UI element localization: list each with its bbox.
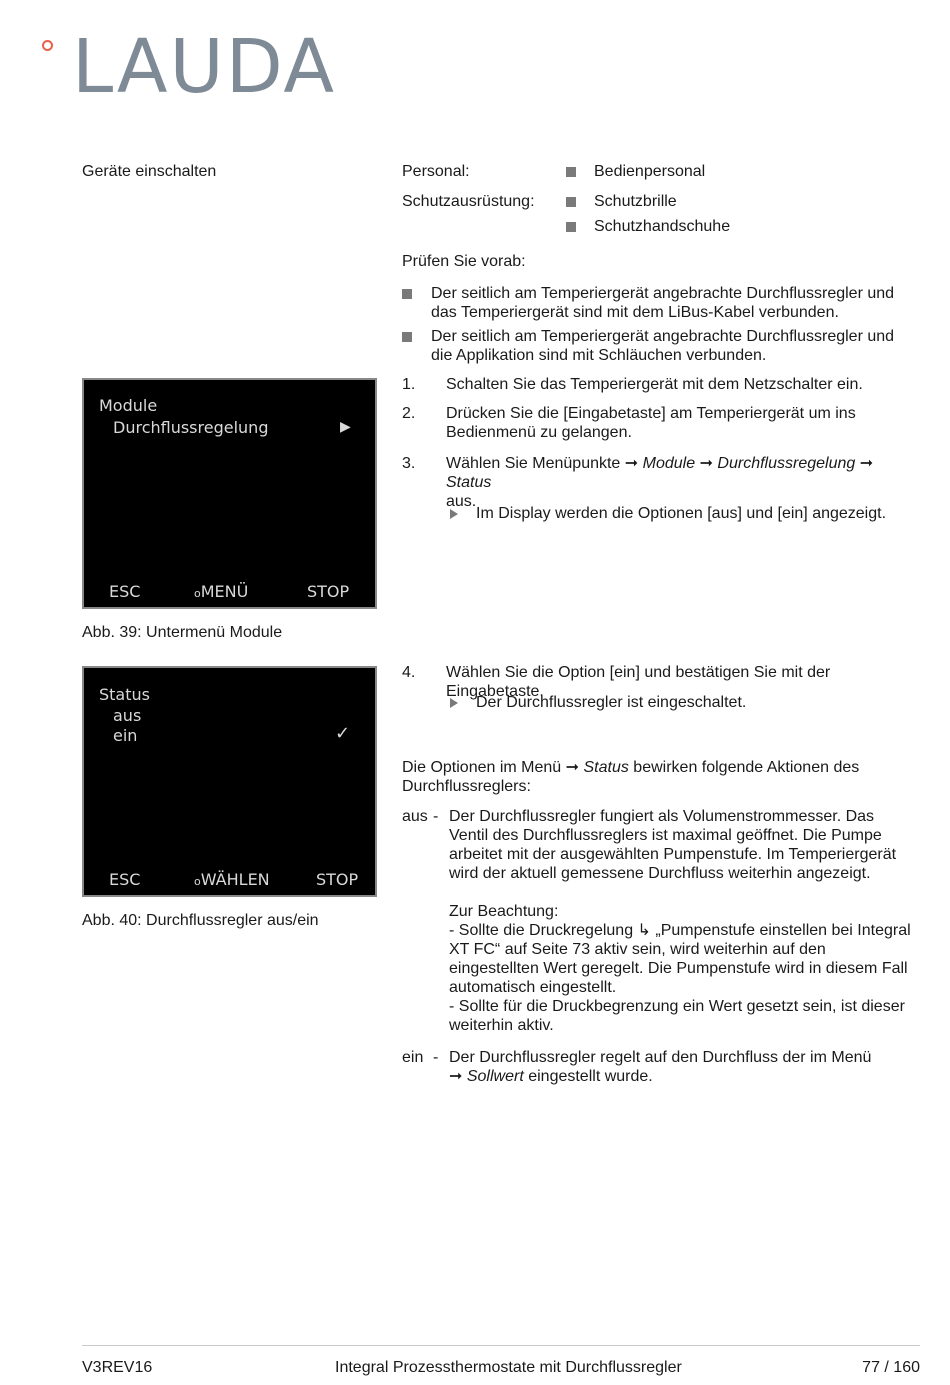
option-ein-text: Der Durchflussregler regelt auf den Durchfluss der im Menü ➞ Sollwert eingestellt wurde. [449,1049,872,1085]
softkey-stop: STOP [316,870,359,889]
option-key-aus: aus [402,808,428,825]
logo-dot-icon [42,40,53,51]
option-aus-text: Der Durchflussregler fungiert als Volumenstrommesser. Das Ventil des Durchflussreglers ist maximal geöffnet. Die Pumpe arbeitet mit der ausgewählten Pumpenstufe. Im Temperiergerät wird der aktuell gemessene Durchfluss weiterhin angezeigt. [449,808,897,882]
softkey-esc: ESC [109,582,141,601]
footer-revision: V3REV16 [82,1359,153,1376]
softkey-esc: ESC [109,870,141,889]
option-key-ein: ein [402,1049,424,1066]
personal-label: Personal: [402,163,470,180]
step-number: 4. [402,664,416,681]
section-title: Geräte einschalten [82,163,217,180]
result-triangle-icon [450,698,458,708]
lauda-logo [38,24,348,110]
ppe-item: Schutzbrille [566,192,677,211]
ppe-item: Schutzhandschuhe [566,217,730,236]
precheck-item: Der seitlich am Temperiergerät angebrachte Durchflussregler und die Applikation sind mit Schläuchen verbunden. [402,327,912,365]
ppe-label: Schutzausrüstung: [402,193,535,210]
softkey-select: oWÄHLEN [194,870,270,889]
softkey-stop: STOP [307,582,350,601]
square-bullet-icon [566,197,576,207]
step-result: Im Display werden die Optionen [aus] und [ein] angezeigt. [450,504,886,523]
cross-reference-link[interactable]: „Pumpenstufe einstellen bei Integral XT FC“ auf Seite 73 [449,922,911,958]
footer-title: Integral Prozessthermostate mit Durchflussregler [335,1359,682,1376]
personal-item: Bedienpersonal [566,162,705,181]
step-text: Wählen Sie die Option [ein] und bestätigen Sie mit der Eingabetaste. [446,664,831,700]
options-intro: Die Optionen im Menü ➞ Status bewirken folgende Aktionen des Durchflussreglers: [402,759,860,795]
arrow-icon: ➞ [695,455,718,472]
figure-caption: Abb. 40: Durchflussregler aus/ein [82,912,319,929]
footer-page-number: 77 / 160 [862,1359,920,1376]
precheck-item: Der seitlich am Temperiergerät angebrachte Durchflussregler und das Temperiergerät sind mit dem LiBus-Kabel verbunden. [402,284,912,322]
step-text: Wählen Sie Menüpunkte ➞ Module ➞ Durchflussregelung ➞ Status aus. [446,455,874,510]
step-number: 1. [402,376,416,393]
square-bullet-icon [402,332,412,342]
arrow-icon: ➞ [855,455,874,472]
display-line-selected: Durchflussregelung [113,418,269,437]
figure-caption: Abb. 39: Untermenü Module [82,624,283,641]
square-bullet-icon [566,222,576,232]
step-result: Der Durchflussregler ist eingeschaltet. [450,693,746,712]
display-option: aus [113,706,142,725]
result-triangle-icon [450,509,458,519]
display-status-menu [82,666,377,897]
knob-icon: o [194,875,201,888]
display-module-menu [82,378,377,609]
note-item: - Sollte für die Druckbegrenzung ein Wert gesetzt sein, ist dieser weiterhin aktiv. [449,998,905,1034]
link-icon: ↳ [637,922,656,939]
option-dash: - [433,808,439,825]
step-text: Drücken Sie die [Eingabetaste] am Temperiergerät um ins Bedienmenü zu gelangen. [446,405,856,441]
step-number: 2. [402,405,416,422]
display-line: Status [99,685,150,704]
arrow-icon: ➞ [624,455,643,472]
knob-icon: o [194,587,201,600]
logo-text: LAUDA [72,24,337,110]
arrow-right-icon: ▶ [340,419,351,435]
checkmark-icon: ✓ [335,723,351,744]
display-line: Module [99,396,158,415]
footer-divider [82,1345,920,1346]
arrow-icon: ➞ [449,1068,467,1085]
softkey-menu: oMENÜ [194,582,249,601]
square-bullet-icon [402,289,412,299]
note-item: - Sollte die Druckregelung ↳ „Pumpenstufe einstellen bei Integral XT FC“ auf Seite 73 aktiv sein, wird weiterhin auf den eingestellten Wert geregelt. Die Pumpenstufe wird in diesem Fall automatisch eingestellt. [449,922,911,996]
step-text: Schalten Sie das Temperiergerät mit dem Netzschalter ein. [446,376,863,393]
option-dash: - [433,1049,439,1066]
note-title: Zur Beachtung: [449,903,559,920]
display-option-selected: ein [113,726,138,745]
square-bullet-icon [566,167,576,177]
precheck-intro: Prüfen Sie vorab: [402,253,526,270]
arrow-icon: ➞ [565,759,584,776]
note-block [449,902,915,1035]
step-number: 3. [402,455,416,472]
